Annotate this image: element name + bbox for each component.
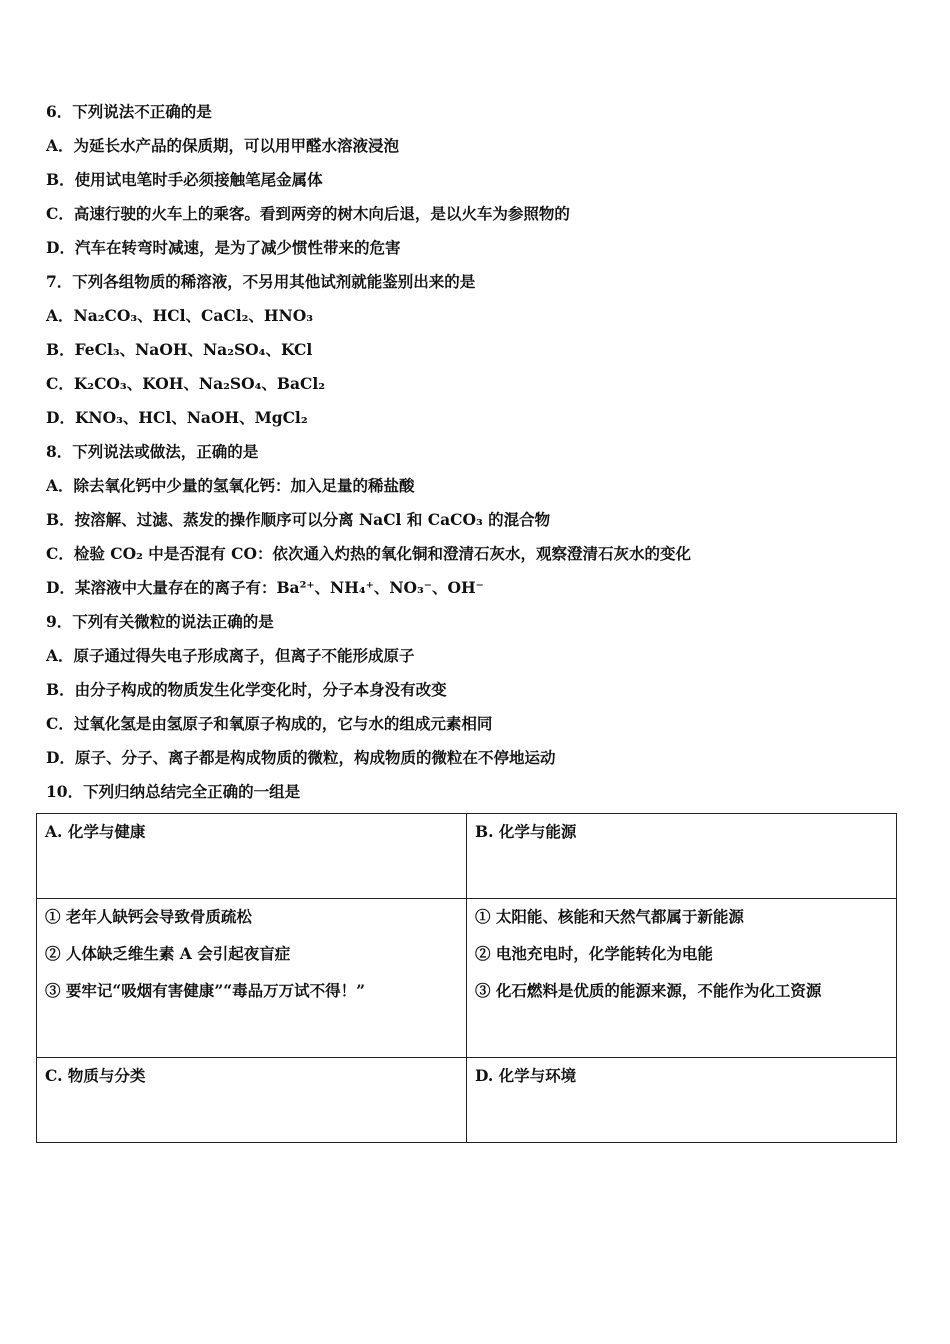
question-8-stem: 8．下列说法或做法，正确的是	[46, 442, 259, 461]
table-cell-b-title	[467, 814, 897, 899]
cell-a-item: ② 人体缺乏维生素 A 会引起夜盲症	[45, 944, 291, 963]
cell-a-title: A. 化学与健康	[45, 822, 146, 841]
question-9-option-b: B．由分子构成的物质发生化学变化时，分子本身没有改变	[46, 680, 447, 699]
question-9-option-a: A．原子通过得失电子形成离子，但离子不能形成原子	[46, 646, 415, 665]
table-cell-a-items	[37, 899, 467, 1058]
question-10-table	[36, 813, 897, 1143]
question-6-option-b: B．使用试电笔时手必须接触笔尾金属体	[46, 170, 323, 189]
question-9-option-d: D．原子、分子、离子都是构成物质的微粒，构成物质的微粒在不停地运动	[46, 748, 556, 767]
cell-b-title: B. 化学与能源	[475, 822, 577, 841]
question-6-option-d: D．汽车在转弯时减速，是为了减少惯性带来的危害	[46, 238, 401, 257]
question-7-stem: 7．下列各组物质的稀溶液，不另用其他试剂就能鉴别出来的是	[46, 272, 476, 291]
cell-d-title: D. 化学与环境	[475, 1066, 577, 1085]
question-7-option-a: A．Na₂CO₃、HCl、CaCl₂、HNO₃	[46, 306, 314, 325]
question-8-option-a: A．除去氧化钙中少量的氢氧化钙：加入足量的稀盐酸	[46, 476, 415, 495]
cell-c-title: C. 物质与分类	[45, 1066, 146, 1085]
question-8-option-d: D．某溶液中大量存在的离子有：Ba²⁺、NH₄⁺、NO₃⁻、OH⁻	[46, 578, 484, 597]
cell-b-item: ③ 化石燃料是优质的能源来源，不能作为化工资源	[475, 981, 822, 1000]
question-8-option-b: B．按溶解、过滤、蒸发的操作顺序可以分离 NaCl 和 CaCO₃ 的混合物	[46, 510, 551, 529]
question-6-option-a: A．为延长水产品的保质期，可以用甲醛水溶液浸泡	[46, 136, 400, 155]
cell-a-item: ③ 要牢记“吸烟有害健康”“毒品万万试不得！”	[45, 981, 366, 1000]
table-cell-b-items	[467, 899, 897, 1058]
question-10-stem: 10．下列归纳总结完全正确的一组是	[46, 782, 301, 801]
question-7-option-c: C．K₂CO₃、KOH、Na₂SO₄、BaCl₂	[46, 374, 326, 393]
cell-b-item: ② 电池充电时，化学能转化为电能	[475, 944, 713, 963]
question-9-option-c: C．过氧化氢是由氢原子和氧原子构成的，它与水的组成元素相同	[46, 714, 493, 733]
table-cell-d-title	[467, 1058, 897, 1143]
question-6-option-c: C．高速行驶的火车上的乘客。看到两旁的树木向后退，是以火车为参照物的	[46, 204, 570, 223]
question-6-stem: 6．下列说法不正确的是	[46, 102, 212, 121]
cell-b-item: ① 太阳能、核能和天然气都属于新能源	[475, 907, 744, 926]
question-7-option-d: D．KNO₃、HCl、NaOH、MgCl₂	[46, 408, 308, 427]
table-cell-c-title	[37, 1058, 467, 1143]
question-9-stem: 9．下列有关微粒的说法正确的是	[46, 612, 274, 631]
question-7-option-b: B．FeCl₃、NaOH、Na₂SO₄、KCl	[46, 340, 313, 359]
table-cell-a-title	[37, 814, 467, 899]
cell-a-item: ① 老年人缺钙会导致骨质疏松	[45, 907, 252, 926]
question-8-option-c: C．检验 CO₂ 中是否混有 CO：依次通入灼热的氧化铜和澄清石灰水，观察澄清石灰水的变化	[46, 544, 691, 563]
